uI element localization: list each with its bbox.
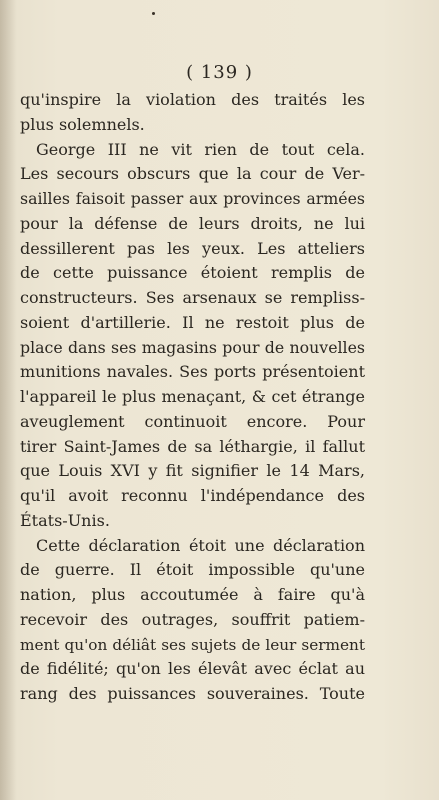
text-line: constructeurs. Ses arsenaux se rempliss- (20, 288, 365, 307)
text-line: États-Unis. (20, 510, 110, 530)
page-number: ( 139 ) (186, 62, 253, 83)
text-line: sailles faisoit passer aux provinces armées (20, 189, 365, 208)
text-line: qu'inspire la violation des traités les (20, 90, 365, 109)
text-line: Cette déclaration étoit une déclaration (36, 535, 365, 555)
text-line: Les secours obscurs que la cour de Ver- (20, 164, 365, 184)
text-line: qu'il avoit reconnu l'indépendance des (20, 486, 365, 505)
text-line: ment qu'on déliât ses sujets de leur serment (20, 635, 365, 654)
text-line: pour la défense de leurs droits, ne lui (20, 213, 365, 233)
body-text (20, 88, 365, 707)
text-line: de guerre. Il étoit impossible qu'une (20, 560, 365, 580)
text-line: George III ne vit rien de tout cela. (36, 139, 365, 159)
text-line: que Louis XVI y fit signifier le 14 Mars, (20, 461, 365, 481)
text-line: rang des puissances souveraines. Toute (20, 684, 365, 703)
text-line: munitions navales. Ses ports présentoient (20, 362, 365, 382)
text-line: de cette puissance étoient remplis de (20, 263, 365, 283)
text-line: recevoir des outrages, souffrit patiem- (20, 609, 365, 629)
text-line: de fidélité; qu'on les élevât avec éclat au (20, 659, 365, 679)
ink-speck (152, 12, 155, 15)
text-line: tirer Saint-James de sa léthargie, il fallut (20, 436, 365, 456)
text-line: l'appareil le plus menaçant, & cet étrange (20, 387, 365, 406)
text-line: plus solemnels. (20, 114, 145, 134)
text-line: aveuglement continuoit encore. Pour (20, 411, 365, 431)
text-line: place dans ses magasins pour de nouvelles (20, 337, 365, 357)
text-line: nation, plus accoutumée à faire qu'à (20, 585, 365, 604)
gutter-shadow (0, 0, 16, 800)
text-line: soient d'artillerie. Il ne restoit plus de (20, 312, 365, 332)
text-line: dessillerent pas les yeux. Les atteliers (20, 238, 365, 258)
